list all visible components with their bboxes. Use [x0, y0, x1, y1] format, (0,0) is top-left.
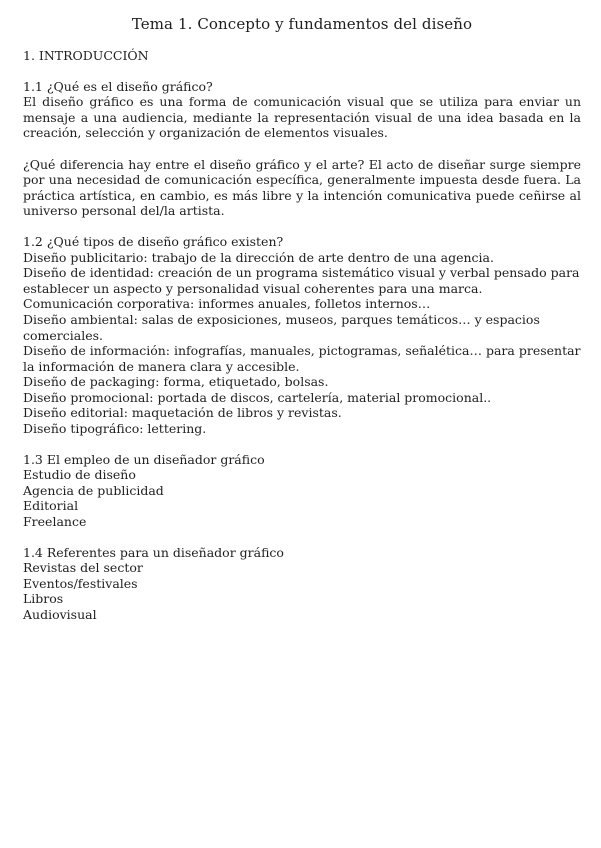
list-item: Editorial	[23, 498, 79, 514]
subsection-1-1	[23, 79, 581, 219]
subsection-1-2	[23, 234, 581, 437]
subsection-1-3	[23, 452, 581, 530]
list-item: Diseño promocional: portada de discos, cartelería, material promocional..	[23, 389, 492, 405]
subsection-heading: 1.2 ¿Qué tipos de diseño gráfico existen?	[23, 233, 284, 249]
document-title: Tema 1. Concepto y fundamentos del diseño	[131, 15, 473, 33]
list-item: Comunicación corporativa: informes anuales, folletos internos…	[23, 296, 431, 312]
list-item: Diseño tipográfico: lettering.	[23, 421, 207, 437]
paragraph-definition: El diseño gráfico es una forma de comunicación visual que se utiliza para enviar un mensaje a una audiencia, mediante la representación visual de una idea basada en la creación, selección y organización de elementos visuales.	[23, 94, 581, 141]
list-item: Agencia de publicidad	[23, 482, 164, 498]
subsection-heading: 1.4 Referentes para un diseñador gráfico	[23, 544, 284, 560]
list-item: Eventos/festivales	[23, 575, 138, 591]
list-item: Audiovisual	[23, 607, 97, 622]
paragraph-design-vs-art: ¿Qué diferencia hay entre el diseño gráfico y el arte? El acto de diseñar surge siempre por una necesidad de comunicación específica, generalmente impuesta desde fuera. La práctica artística, en cambio, es más libre y la intención comunicativa puede ceñirse al universo personal del/la artista.	[23, 156, 581, 219]
list-item: Revistas del sector	[23, 560, 143, 576]
list-item: Freelance	[23, 514, 87, 530]
list-item: Diseño publicitario: trabajo de la dirección de arte dentro de una agencia.	[23, 249, 494, 265]
list-item: Estudio de diseño	[23, 467, 136, 483]
subsection-1-4	[23, 545, 581, 623]
section-heading-introduccion: 1. INTRODUCCIÓN	[23, 48, 149, 63]
paragraph-gap	[23, 141, 581, 157]
list-item: Libros	[23, 591, 64, 607]
subsection-heading: 1.1 ¿Qué es el diseño gráfico?	[23, 78, 213, 94]
list-item: Diseño de información: infografías, manuales, pictogramas, señalética… para presentar la información de manera clara y accesible.	[23, 343, 581, 374]
list-item: Diseño ambiental: salas de exposiciones, museos, parques temáticos… y espacios comerciales.	[23, 311, 540, 343]
list-item: Diseño de identidad: creación de un programa sistemático visual y verbal pensado para establecer un aspecto y personalidad visual coherentes para una marca.	[23, 265, 580, 296]
list-item: Diseño editorial: maquetación de libros y revistas.	[23, 405, 342, 421]
list-item: Diseño de packaging: forma, etiquetado, bolsas.	[23, 374, 329, 390]
subsection-heading: 1.3 El empleo de un diseñador gráfico	[23, 451, 265, 467]
